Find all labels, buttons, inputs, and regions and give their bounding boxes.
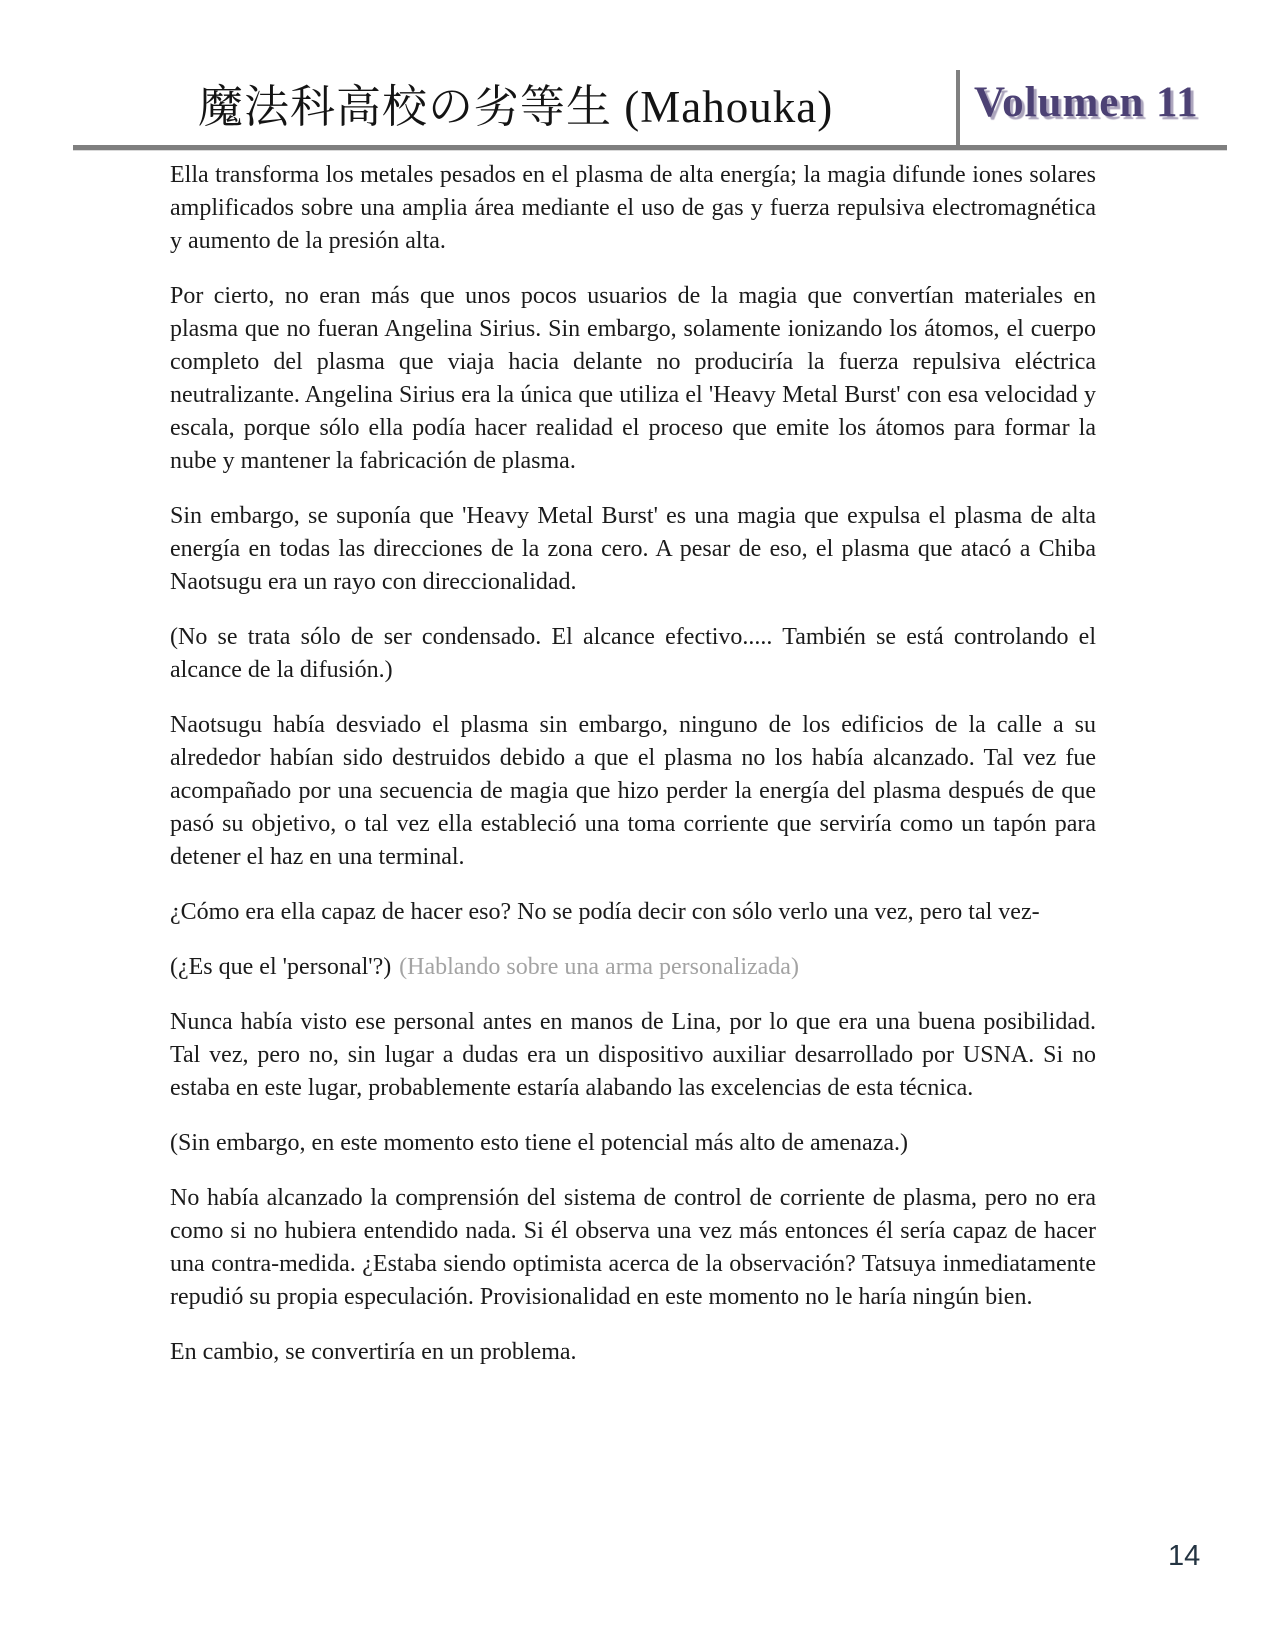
page-body	[170, 159, 1096, 1391]
header-divider-bar	[956, 70, 960, 146]
page-number: 14	[1168, 1540, 1201, 1572]
paragraph-8: Nunca había visto ese personal antes en manos de Lina, por lo que era una buena posibilidad. Tal vez, pero no, sin lugar a dudas era un dispositivo auxiliar desarrollado por USNA. Si no estaba en este lugar, probablemente estaría alabando las excelencias de esta técnica.	[170, 1009, 1096, 1101]
paragraph-3: Sin embargo, se suponía que 'Heavy Metal Burst' es una magia que expulsa el plasma de alta energía en todas las direcciones de la zona cero. A pesar de eso, el plasma que atacó a Chiba Naotsugu era un rayo con direccionalidad.	[170, 503, 1096, 595]
document-title: 魔法科高校の劣等生 (Mahouka)	[198, 82, 834, 132]
paragraph-1: Ella transforma los metales pesados en el plasma de alta energía; la magia difunde iones solares amplificados sobre una amplia área mediante el uso de gas y fuerza repulsiva electromagnética y aumento de la presión alta.	[170, 162, 1096, 254]
volume-label: Volumen 11	[974, 79, 1199, 126]
paragraph-2: Por cierto, no eran más que unos pocos usuarios de la magia que convertían materiales en plasma que no fueran Angelina Sirius. Sin embargo, solamente ionizando los átomos, el cuerpo completo del plasma que viaja hacia delante no produciría la fuerza repulsiva eléctrica neutralizante. Angelina Sirius era la única que utiliza el 'Heavy Metal Burst' con esa velocidad y escala, porque sólo ella podía hacer realidad el proceso que emite los átomos para formar la nube y mantener la fabricación de plasma.	[170, 283, 1096, 474]
paragraph-7	[170, 951, 1096, 984]
paragraph-4: (No se trata sólo de ser condensado. El alcance efectivo..... También se está controlando el alcance de la difusión.)	[170, 624, 1096, 683]
paragraph-6: ¿Cómo era ella capaz de hacer eso? No se podía decir con sólo verlo una vez, pero tal vez-	[170, 899, 1040, 925]
paragraph-5: Naotsugu había desviado el plasma sin embargo, ninguno de los edificios de la calle a su alrededor habían sido destruidos debido a que el plasma no los había alcanzado. Tal vez fue acompañado por una secuencia de magia que hizo perder la energía del plasma después de que pasó su objetivo, o tal vez ella estableció una toma corriente que serviría como un tapón para detener el haz en una terminal.	[170, 712, 1096, 870]
paragraph-7-translator-note: (Hablando sobre una arma personalizada)	[399, 954, 799, 980]
paragraph-7-main-text: (¿Es que el 'personal'?)	[170, 954, 392, 980]
header-rule	[73, 145, 1227, 151]
paragraph-9: (Sin embargo, en este momento esto tiene el potencial más alto de amenaza.)	[170, 1130, 908, 1156]
paragraph-11: En cambio, se convertiría en un problema.	[170, 1339, 577, 1365]
paragraph-10: No había alcanzado la comprensión del sistema de control de corriente de plasma, pero no era como si no hubiera entendido nada. Si él observa una vez más entonces él sería capaz de hacer una contra-medida. ¿Estaba siendo optimista acerca de la observación? Tatsuya inmediatamente repudió su propia especulación. Provisionalidad en este momento no le haría ningún bien.	[170, 1185, 1096, 1310]
